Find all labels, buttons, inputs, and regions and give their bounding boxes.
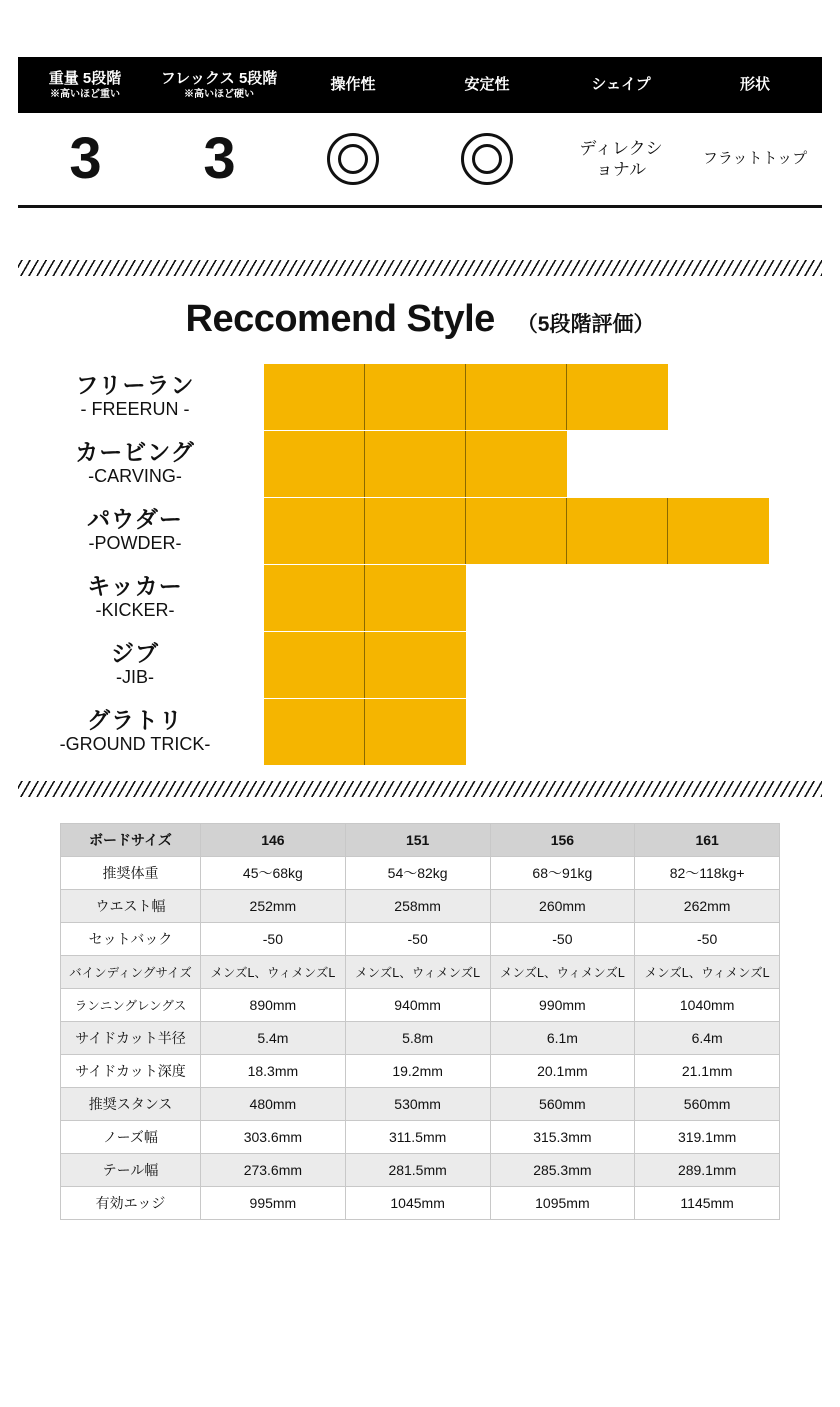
chart-track [264,497,840,564]
chart-track [264,698,840,765]
recommend-subtitle: （5段階評価） [516,313,655,336]
spec-value-cell [420,113,554,205]
table-row [61,1187,780,1220]
chart-bar-segment [365,699,466,765]
chart-row-label [18,641,264,688]
spec-values-row [18,113,822,205]
spec-rating-number: 3 [203,126,235,191]
table-cell: 45〜68kg [201,857,346,890]
spec-rating-number: 3 [69,126,101,191]
spec-header-label: 操作性 [330,76,376,94]
table-cell: 285.3mm [490,1154,635,1187]
spec-header-label: フレックス 5段階 [160,69,278,87]
table-cell: 480mm [201,1088,346,1121]
chart-row [18,430,840,497]
table-cell: 995mm [201,1187,346,1220]
table-row [61,923,780,956]
chart-row-label [18,708,264,755]
chart-row [18,698,840,765]
chart-label-jp: ジブ [111,639,159,666]
table-cell: メンズL、ウィメンズL [635,956,780,989]
table-cell: 530mm [345,1088,490,1121]
table-row [61,1022,780,1055]
table-row [61,1055,780,1088]
table-header-row [61,824,780,857]
spec-header-cell [152,57,286,113]
table-row-label: バインディングサイズ [61,956,201,989]
chart-row [18,564,840,631]
table-cell: 890mm [201,989,346,1022]
chart-label-en: -KICKER- [95,600,175,621]
table-cell: 260mm [490,890,635,923]
table-cell: 940mm [345,989,490,1022]
table-row-label: ノーズ幅 [61,1121,201,1154]
spec-header-label: 重量 5段階 [48,69,122,87]
chart-track [264,564,840,631]
spec-header-cell [420,57,554,113]
table-cell: -50 [490,923,635,956]
table-cell: 990mm [490,989,635,1022]
table-cell: 20.1mm [490,1055,635,1088]
chart-label-en: -GROUND TRICK- [59,734,211,755]
chart-label-jp: カービング [75,438,195,465]
chart-bar-segment [264,431,365,497]
table-cell: メンズL、ウィメンズL [345,956,490,989]
spec-value-cell [688,113,822,205]
recommend-title-row [0,298,840,341]
table-row [61,857,780,890]
table-header-cell: 146 [201,824,346,857]
table-cell: 273.6mm [201,1154,346,1187]
table-cell: 6.1m [490,1022,635,1055]
table-cell: -50 [201,923,346,956]
chart-label-en: -CARVING- [88,466,182,487]
table-header-cell: 156 [490,824,635,857]
chart-bar-segment [264,565,365,631]
table-row [61,989,780,1022]
table-cell: 262mm [635,890,780,923]
table-row [61,1121,780,1154]
table-row [61,1088,780,1121]
chart-bar-segment [567,364,668,430]
table-cell: 319.1mm [635,1121,780,1154]
table-cell: -50 [345,923,490,956]
table-cell: 315.3mm [490,1121,635,1154]
chart-bar [264,498,769,564]
spec-header-cell [554,57,688,113]
table-cell: メンズL、ウィメンズL [490,956,635,989]
spec-value-text: フラットトップ [702,149,808,167]
chart-bar-segment [264,632,365,698]
chart-bar [264,431,567,497]
table-row-label: サイドカット深度 [61,1055,201,1088]
size-table-wrap [60,823,780,1220]
table-cell: 68〜91kg [490,857,635,890]
chart-row-label [18,507,264,554]
table-cell: 21.1mm [635,1055,780,1088]
table-row-label: 有効エッジ [61,1187,201,1220]
spec-header-cell [18,57,152,113]
table-row-label: 推奨体重 [61,857,201,890]
spec-header-row [18,57,822,113]
table-row-label: ウエスト幅 [61,890,201,923]
double-circle-icon [327,133,379,185]
hatch-divider-bottom [18,781,822,797]
table-cell: 1095mm [490,1187,635,1220]
chart-bar-segment [264,699,365,765]
table-cell: メンズL、ウィメンズL [201,956,346,989]
table-header-cell: 161 [635,824,780,857]
table-row-label: ランニングレングス [61,989,201,1022]
table-cell: 5.4m [201,1022,346,1055]
table-cell: 1040mm [635,989,780,1022]
table-cell: -50 [635,923,780,956]
chart-bar-segment [466,498,567,564]
chart-row-label [18,373,264,420]
chart-bar-segment [365,498,466,564]
table-cell: 5.8m [345,1022,490,1055]
chart-label-en: -JIB- [116,667,154,688]
chart-bar-segment [264,364,365,430]
table-cell: 289.1mm [635,1154,780,1187]
chart-track [264,363,840,430]
spec-value-cell [554,113,688,205]
table-cell: 281.5mm [345,1154,490,1187]
chart-bar [264,699,466,765]
size-table [60,823,780,1220]
chart-bar-segment [567,498,668,564]
chart-label-en: -POWDER- [88,533,182,554]
spec-header-label: シェイプ [591,76,651,94]
table-row-label: テール幅 [61,1154,201,1187]
chart-bar-segment [365,565,466,631]
spec-header-note: ※高いほど重い [50,88,120,100]
chart-bar-segment [365,632,466,698]
table-cell: 311.5mm [345,1121,490,1154]
chart-track [264,430,840,497]
table-cell: 1145mm [635,1187,780,1220]
spec-value-text: ディレクショナル [579,138,663,179]
chart-row-label [18,440,264,487]
chart-row-label [18,574,264,621]
spec-value-cell [18,113,152,205]
spec-header-cell [286,57,420,113]
spec-header-cell [688,57,822,113]
chart-bar-segment [668,498,769,564]
chart-bar [264,565,466,631]
spec-value-cell [152,113,286,205]
chart-label-jp: グラトリ [87,706,183,733]
spec-value-cell [286,113,420,205]
table-cell: 54〜82kg [345,857,490,890]
table-cell: 560mm [490,1088,635,1121]
hatch-divider-top [18,260,822,276]
table-cell: 258mm [345,890,490,923]
table-cell: 18.3mm [201,1055,346,1088]
chart-row [18,497,840,564]
table-cell: 252mm [201,890,346,923]
double-circle-inner-icon [338,144,368,174]
double-circle-icon [461,133,513,185]
spec-header-note: ※高いほど硬い [184,88,254,100]
table-cell: 1045mm [345,1187,490,1220]
table-row [61,890,780,923]
table-row [61,1154,780,1187]
table-cell: 6.4m [635,1022,780,1055]
recommend-style-chart [0,363,840,765]
table-header-cell: 151 [345,824,490,857]
chart-label-jp: フリーラン [75,371,195,398]
chart-label-jp: パウダー [87,505,183,532]
chart-bar-segment [365,431,466,497]
chart-bar [264,632,466,698]
chart-label-jp: キッカー [87,572,183,599]
table-header-cell: ボードサイズ [61,824,201,857]
table-cell: 19.2mm [345,1055,490,1088]
chart-label-en: - FREERUN - [80,399,190,420]
double-circle-inner-icon [472,144,502,174]
table-cell: 303.6mm [201,1121,346,1154]
chart-row [18,363,840,430]
table-row [61,956,780,989]
chart-bar [264,364,668,430]
chart-bar-segment [466,431,567,497]
chart-bar-segment [365,364,466,430]
chart-track [264,631,840,698]
chart-bar-segment [466,364,567,430]
table-row-label: サイドカット半径 [61,1022,201,1055]
page-title: Reccomend Style [185,298,495,340]
table-cell: 560mm [635,1088,780,1121]
spec-header-label: 安定性 [464,76,510,94]
table-cell: 82〜118kg+ [635,857,780,890]
spec-header-label: 形状 [739,76,770,94]
spec-block [18,57,822,208]
table-row-label: 推奨スタンス [61,1088,201,1121]
chart-row [18,631,840,698]
table-row-label: セットバック [61,923,201,956]
chart-bar-segment [264,498,365,564]
